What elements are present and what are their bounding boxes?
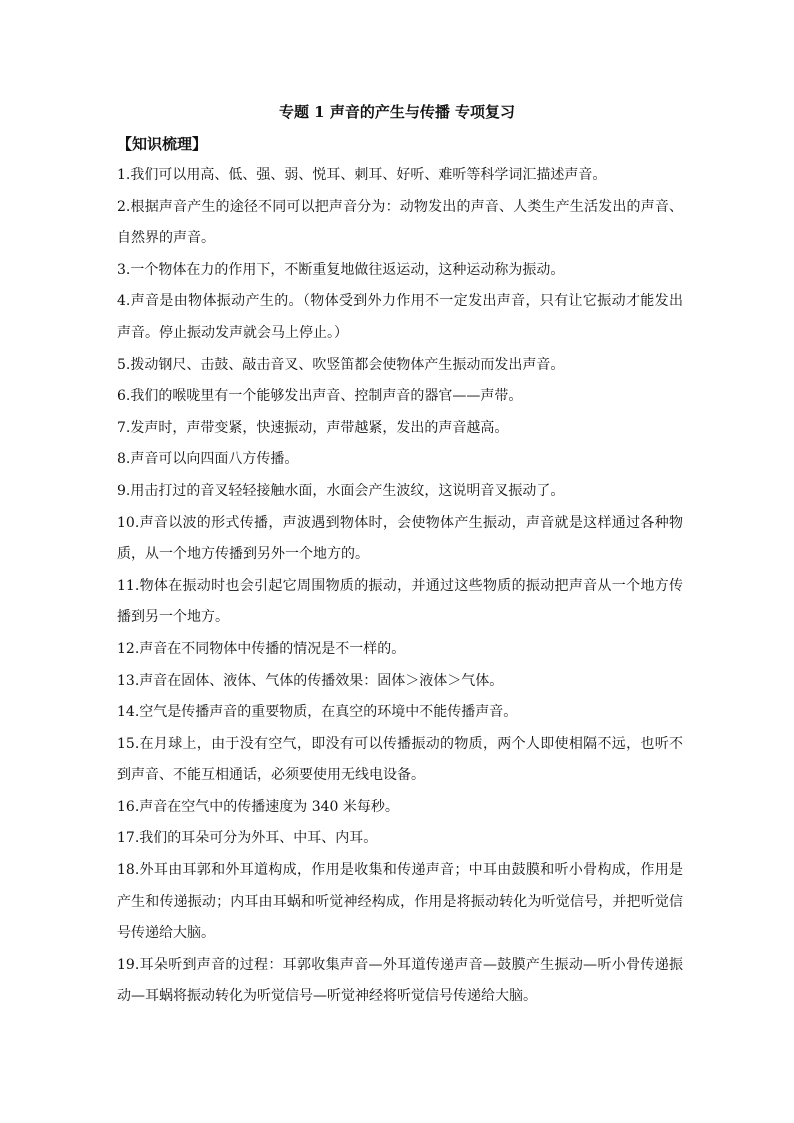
section-heading: 【知识梳理】: [117, 135, 208, 153]
list-item: 7.发声时，声带变紧，快速振动，声带越紧，发出的声音越高。: [117, 419, 509, 436]
list-item: 16.声音在空气中的传播速度为 340 米每秒。: [117, 798, 399, 815]
list-item: 18.外耳由耳郭和外耳道构成，作用是收集和传递声音；中耳由鼓膜和听小骨构成，作用是产生和传递振动；内耳由耳蜗和听觉神经构成，作用是将振动转化为听觉信号，并把听觉信号传递给大脑。: [117, 862, 683, 942]
list-item: 10.声音以波的形式传播，声波遇到物体时，会使物体产生振动，声音就是这样通过各种物质，从一个地方传播到另外一个地方的。: [117, 514, 683, 563]
list-item: 17.我们的耳朵可分为外耳、中耳、内耳。: [117, 830, 378, 847]
document-title: 专题 1 声音的产生与传播 专项复习: [278, 103, 516, 121]
list-item: 19.耳朵听到声音的过程：耳郭收集声音—外耳道传递声音—鼓膜产生振动—听小骨传递振动—耳蜗将振动转化为听觉信号—听觉神经将听觉信号传递给大脑。: [117, 956, 683, 1005]
list-item: 9.用击打过的音叉轻轻接触水面，水面会产生波纹，这说明音叉振动了。: [117, 482, 565, 499]
list-item: 3.一个物体在力的作用下，不断重复地做往返运动，这种运动称为振动。: [117, 261, 565, 278]
list-item: 2.根据声音产生的途径不同可以把声音分为：动物发出的声音、人类生产生活发出的声音、自然界的声音。: [117, 198, 683, 247]
list-item: 1.我们可以用高、低、强、弱、悦耳、刺耳、好听、难听等科学词汇描述声音。: [117, 167, 607, 183]
list-item: 12.声音在不同物体中传播的情况是不一样的。: [117, 640, 406, 657]
list-item: 13.声音在固体、液体、气体的传播效果：固体＞液体＞气体。: [117, 672, 504, 689]
list-item: 6.我们的喉咙里有一个能够发出声音、控制声音的器官——声带。: [117, 388, 523, 405]
list-item: 14.空气是传播声音的重要物质，在真空的环境中不能传播声音。: [117, 704, 518, 721]
list-item: 11.物体在振动时也会引起它周围物质的振动，并通过这些物质的振动把声音从一个地方传播到另一个地方。: [117, 577, 683, 626]
list-item: 8.声音可以向四面八方传播。: [117, 451, 299, 468]
document-body: [117, 128, 683, 1013]
list-item: 5.拨动钢尺、击鼓、敲击音叉、吹竖笛都会使物体产生振动而发出声音。: [117, 356, 565, 373]
list-item: 15.在月球上，由于没有空气，即没有可以传播振动的物质，两个人即使相隔不远，也听不到声音、不能互相通话，必须要使用无线电设备。: [117, 735, 683, 784]
list-item: 4.声音是由物体振动产生的。（物体受到外力作用不一定发出声音，只有让它振动才能发出声音。停止振动发声就会马上停止。）: [117, 293, 683, 341]
